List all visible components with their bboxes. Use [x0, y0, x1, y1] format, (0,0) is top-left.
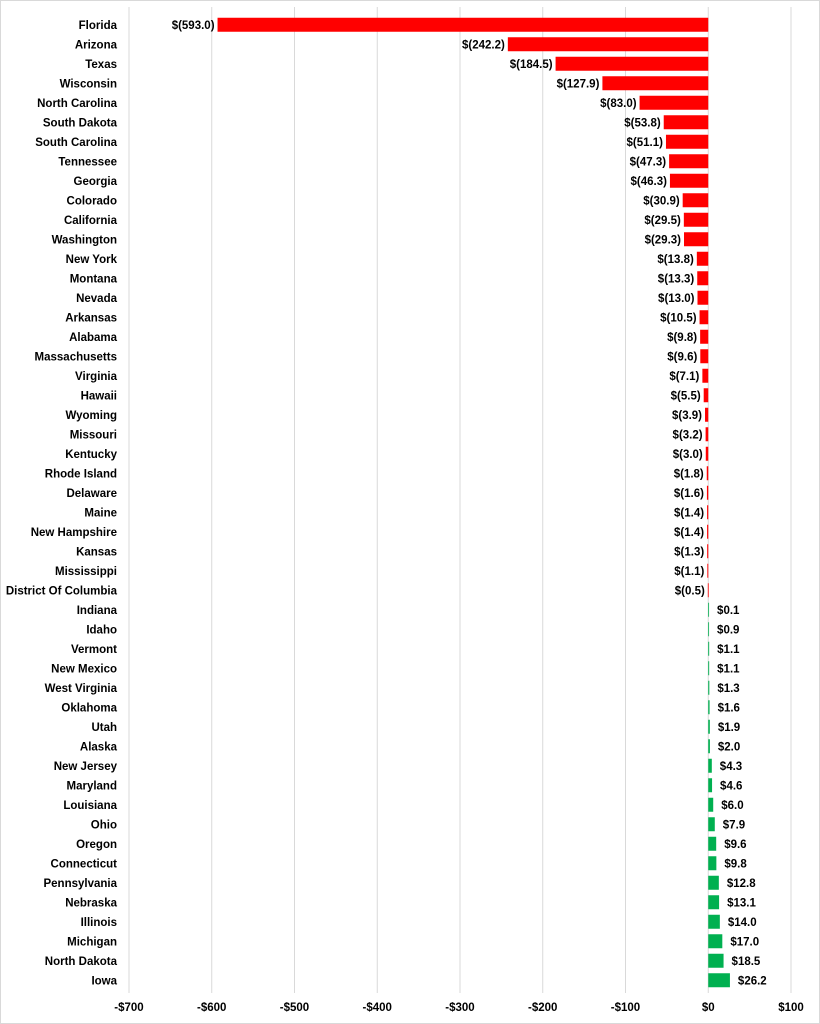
category-label: Michigan	[67, 936, 117, 949]
data-label: $12.8	[726, 877, 756, 890]
data-label: $(9.6)	[667, 351, 698, 364]
category-label: New Jersey	[53, 760, 117, 773]
data-label: $(1.4)	[674, 526, 705, 539]
category-label: Maine	[84, 507, 117, 520]
category-label: Oklahoma	[61, 702, 117, 715]
data-label: $(1.4)	[674, 507, 705, 520]
category-label: Massachusetts	[34, 351, 117, 364]
bar	[702, 369, 708, 383]
data-label: $(593.0)	[171, 19, 215, 32]
bar	[708, 973, 730, 987]
data-label: $1.3	[717, 682, 740, 695]
category-label: North Dakota	[44, 955, 117, 968]
bar	[697, 291, 708, 305]
data-label: $9.6	[724, 838, 747, 851]
category-label: New Hampshire	[30, 526, 117, 539]
bar	[669, 154, 708, 168]
category-label: Montana	[69, 273, 117, 286]
category-label: Arkansas	[65, 312, 117, 325]
category-label: New York	[65, 253, 117, 266]
category-label: Iowa	[91, 975, 117, 988]
bar	[708, 622, 709, 636]
category-label: Illinois	[80, 916, 117, 929]
bar	[556, 57, 709, 71]
data-label: $13.1	[727, 897, 756, 910]
x-tick-label: $100	[778, 1002, 804, 1014]
category-label: Alabama	[69, 331, 117, 344]
bar	[708, 798, 713, 812]
data-label: $1.6	[717, 702, 740, 715]
category-label: Maryland	[66, 780, 117, 793]
bar	[707, 564, 708, 578]
x-tick-label: -$600	[197, 1002, 227, 1014]
data-label: $(13.8)	[657, 253, 694, 266]
data-label: $1.1	[717, 663, 740, 676]
bar	[708, 700, 709, 714]
category-label: Arizona	[74, 39, 117, 52]
category-label: Kansas	[76, 546, 117, 559]
data-label: $1.9	[717, 721, 741, 734]
category-label: Ohio	[90, 819, 117, 832]
x-axis-ticks	[114, 1002, 804, 1014]
category-label: Alaska	[79, 741, 117, 754]
data-label: $(46.3)	[630, 175, 667, 188]
category-label: Missouri	[69, 429, 117, 442]
data-label: $(7.1)	[669, 370, 700, 383]
category-label: Utah	[91, 721, 117, 734]
category-label: Colorado	[66, 195, 117, 208]
category-label: Washington	[51, 234, 117, 247]
bar	[708, 817, 715, 831]
data-label: $26.2	[737, 975, 767, 988]
category-label: Idaho	[86, 624, 117, 637]
bar	[508, 37, 708, 51]
category-label: South Dakota	[42, 117, 117, 130]
data-label: $(30.9)	[643, 195, 680, 208]
category-label: Rhode Island	[44, 468, 117, 481]
data-label: $4.3	[719, 760, 743, 773]
bar	[708, 681, 709, 695]
bar	[704, 388, 709, 402]
category-label: New Mexico	[51, 663, 117, 676]
x-tick-label: -$100	[610, 1002, 641, 1014]
bar	[708, 856, 716, 870]
category-label: Louisiana	[63, 799, 117, 812]
category-label: California	[63, 214, 117, 227]
category-label: Kentucky	[65, 448, 117, 461]
bar	[708, 778, 712, 792]
bar	[684, 213, 708, 227]
category-label: Virginia	[75, 370, 117, 383]
data-label: $(1.8)	[673, 468, 704, 481]
bar	[708, 583, 709, 597]
category-label: Wisconsin	[59, 78, 117, 91]
bar	[706, 427, 709, 441]
data-label: $(3.9)	[671, 409, 703, 422]
bar	[708, 642, 709, 656]
data-label: $(1.6)	[673, 487, 704, 500]
data-label: $(1.1)	[674, 565, 705, 578]
bar	[708, 720, 710, 734]
bar	[640, 96, 709, 110]
bar	[708, 837, 716, 851]
data-label: $(83.0)	[600, 97, 637, 110]
data-label: $(53.8)	[624, 117, 661, 130]
bar	[697, 252, 708, 266]
data-label: $4.6	[720, 780, 743, 793]
data-label: $0.9	[717, 624, 740, 637]
data-label: $(5.5)	[670, 390, 701, 403]
category-label: Georgia	[73, 175, 117, 188]
data-label: $0.1	[717, 604, 740, 617]
data-label: $(3.0)	[672, 448, 703, 461]
category-label: West Virginia	[44, 682, 117, 695]
bar	[697, 271, 708, 285]
category-label: Texas	[85, 58, 117, 71]
data-label: $(3.2)	[672, 429, 703, 442]
bar	[707, 505, 708, 519]
bar	[700, 330, 708, 344]
category-label: Indiana	[76, 604, 117, 617]
data-label: $1.1	[717, 643, 740, 656]
category-label: Connecticut	[50, 858, 117, 871]
category-label: Hawaii	[80, 390, 117, 403]
data-label: $(13.3)	[657, 273, 695, 286]
bar	[707, 544, 708, 558]
x-tick-label: -$500	[279, 1002, 310, 1014]
bar	[708, 915, 720, 929]
bar	[683, 193, 709, 207]
x-tick-label: -$300	[445, 1002, 475, 1014]
bar	[602, 76, 708, 90]
data-label: $(127.9)	[556, 78, 600, 91]
category-label: Tennessee	[58, 156, 117, 169]
category-label: Nebraska	[65, 897, 117, 910]
data-label: $2.0	[717, 741, 741, 754]
bar	[705, 408, 708, 422]
bar	[700, 349, 708, 363]
data-label: $(47.3)	[629, 156, 667, 169]
bar	[707, 466, 708, 480]
data-label: $(29.5)	[644, 214, 681, 227]
bar	[664, 115, 709, 129]
category-label: North Carolina	[37, 97, 117, 110]
data-label: $(10.5)	[660, 312, 697, 325]
category-label: Vermont	[70, 643, 117, 656]
data-label: $(13.0)	[658, 292, 695, 305]
bar	[708, 739, 710, 753]
bar	[706, 447, 708, 461]
bar	[708, 876, 719, 890]
data-label: $17.0	[730, 936, 760, 949]
category-label: South Carolina	[35, 136, 117, 149]
category-label: Florida	[78, 19, 117, 32]
data-label: $6.0	[721, 799, 744, 812]
bar	[700, 310, 709, 324]
x-tick-label: -$400	[362, 1002, 392, 1014]
category-label: District Of Columbia	[5, 585, 117, 598]
data-label: $(242.2)	[461, 39, 505, 52]
bar	[708, 934, 722, 948]
data-label: $9.8	[724, 858, 747, 871]
x-tick-label: $0	[701, 1002, 715, 1014]
category-label: Mississippi	[55, 565, 117, 578]
bar	[707, 525, 708, 539]
bar	[670, 174, 708, 188]
data-label: $(29.3)	[644, 234, 682, 247]
data-label: $(1.3)	[674, 546, 705, 559]
x-tick-label: -$200	[528, 1002, 558, 1014]
bar	[708, 661, 709, 675]
data-label: $(9.8)	[667, 331, 698, 344]
data-label: $7.9	[722, 819, 746, 832]
bar	[666, 135, 708, 149]
bar	[218, 18, 709, 32]
bar	[707, 486, 708, 500]
category-labels	[6, 20, 118, 988]
category-label: Delaware	[66, 487, 117, 500]
x-tick-label: -$700	[114, 1002, 144, 1014]
data-label: $(51.1)	[626, 136, 663, 149]
bar	[684, 232, 708, 246]
data-label: $14.0	[727, 916, 757, 929]
bar	[708, 603, 709, 617]
category-label: Oregon	[76, 838, 117, 851]
category-label: Nevada	[76, 292, 117, 305]
data-label: $18.5	[731, 955, 761, 968]
data-label: $(0.5)	[674, 585, 705, 598]
bar	[708, 895, 719, 909]
category-label: Pennsylvania	[43, 877, 117, 890]
bar	[708, 954, 723, 968]
category-label: Wyoming	[65, 409, 117, 422]
bar	[708, 759, 712, 773]
data-label: $(184.5)	[509, 58, 553, 71]
